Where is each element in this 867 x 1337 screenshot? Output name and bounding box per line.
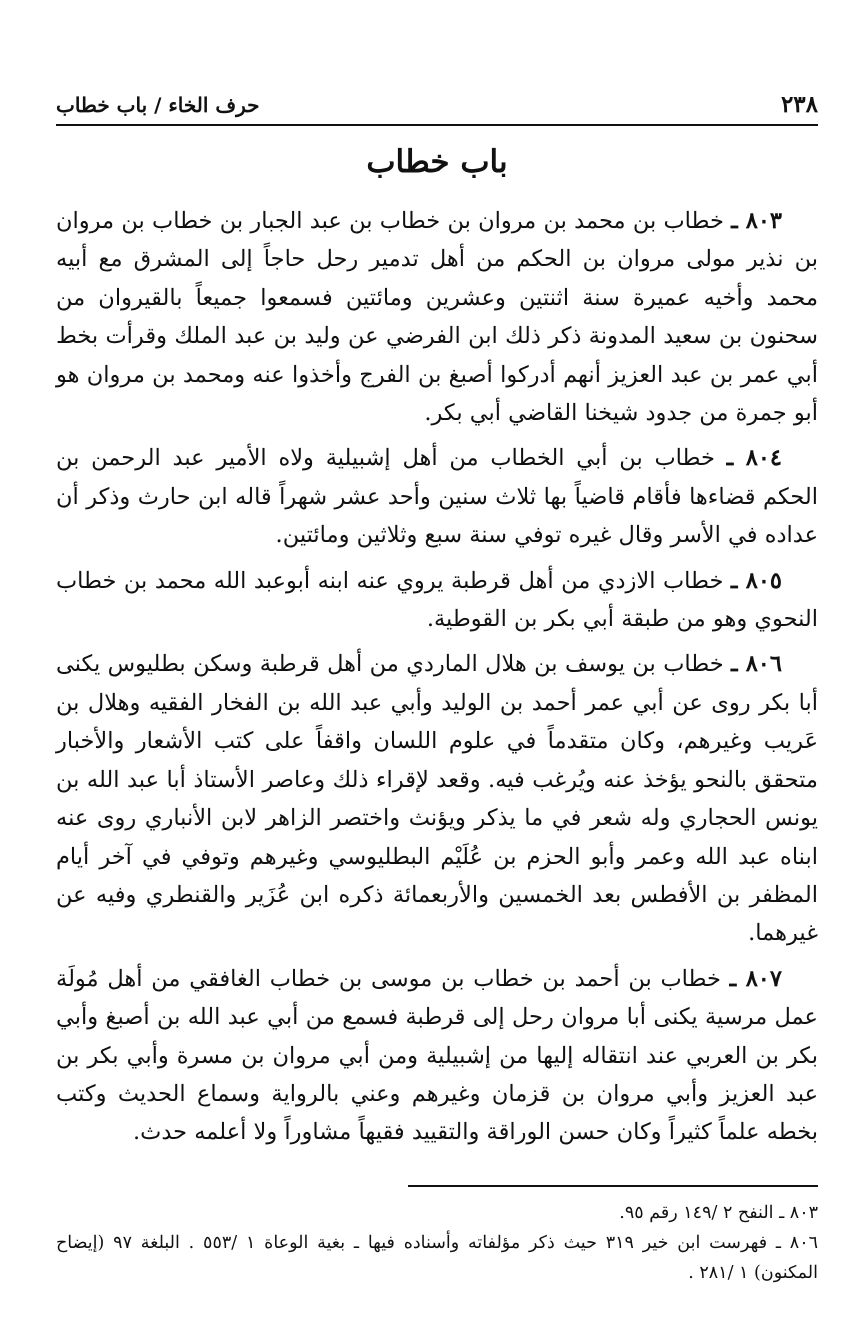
entry-number: ٨٠٦ ـ <box>731 651 782 678</box>
footnote-divider <box>408 1185 818 1187</box>
entry-807 <box>56 960 818 1152</box>
page-number: ٢٣٨ <box>780 91 818 118</box>
body-text <box>56 202 818 1159</box>
entry-number: ٨٠٤ ـ <box>726 445 782 472</box>
entry-text: خطاب بن أحمد بن خطاب بن موسى بن خطاب الغافقي من أهل مُولَة عمل مرسية يكنى أبا مروان رحل إلى قرطبة فسمع من أبي عبد الله بن أصبغ وأبي بكر بن العربي عند انتقاله إليها من إشبيلية ومن أبي مروان بن مسرة وأبي بكر بن عبد العزيز وأبي مروان بن قزمان وغيرهم وعني بالرواية وسماع الحديث وكتب بخطه علماً كثيراً وكان حسن الوراقة والتقييد فقيهاً مشاوراً ولا أعلمه حدث. <box>56 965 818 1146</box>
entry-text: خطاب بن أبي الخطاب من أهل إشبيلية ولاه الأمير عبد الرحمن بن الحكم قضاءها فأقام قاضياً بها ثلاث سنين وأحد عشر شهراً قاله ابن حارث وذكر أن عداده في الأسر وقال غيره توفي سنة سبع وثلاثين ومائتين. <box>56 445 818 549</box>
entry-804 <box>56 439 818 554</box>
footnote-806: ٨٠٦ ـ فهرست ابن خير ٣١٩ حيث ذكر مؤلفاته وأسناده فيها ـ بغية الوعاة ١ /٥٥٣ . البلغة ٩٧ (إيضاح المكنون) ١ /٢٨١ . <box>56 1233 818 1283</box>
chapter-title: باب خطاب <box>366 144 508 180</box>
entry-text: خطاب الازدي من أهل قرطبة يروي عنه ابنه أبوعبد الله محمد بن خطاب النحوي وهو من طبقة أبي بكر بن القوطية. <box>56 567 818 633</box>
entry-805 <box>56 562 818 639</box>
footnote-803: ٨٠٣ ـ النفح ٢ /١٤٩ رقم ٩٥. <box>619 1203 818 1223</box>
running-header <box>56 86 818 126</box>
entry-number: ٨٠٣ ـ <box>731 208 782 234</box>
footnotes <box>56 1198 818 1288</box>
entry-803 <box>56 202 818 432</box>
running-section-title: حرف الخاء / باب خطاب <box>56 93 260 117</box>
entry-806 <box>56 645 818 952</box>
entry-number: ٨٠٥ ـ <box>730 567 782 594</box>
entry-number: ٨٠٧ ـ <box>729 965 782 992</box>
entry-text: خطاب بن محمد بن مروان بن خطاب بن عبد الجبار بن خطاب بن مروان بن نذير مولى مروان بن الحكم من أهل تدمير رحل حاجاً إلى المشرق مع أبيه محمد وأخيه عميرة سنة اثنتين وعشرين ومائتين فسمعوا جميعاً بالقيروان من سحنون بن سعيد المدونة ذكر ذلك ابن الفرضي عن وليد بن عبد الملك وقرأت بخط أبي عمر بن عبد العزيز أنهم أدركوا أصبغ بن الفرج وأخذوا عنه ومحمد بن مروان هو أبو جمرة من جدود شيخنا القاضي أبي بكر. <box>56 208 818 427</box>
entry-text: خطاب بن يوسف بن هلال الماردي من أهل قرطبة وسكن بطليوس يكنى أبا بكر روى عن أبي عمر أحمد بن الوليد وأبي عبد الله بن الفخار الفقيه وهلال بن عَريب وغيرهم، وكان متقدماً في علوم اللسان واقفاً على كتب الأشعار والأخبار متحقق بالنحو يؤخذ عنه ويُرغب فيه. وقعد لإقراء ذلك وعاصر الأستاذ أبا عبد الله بن يونس الحجاري وله شعر في ما يذكر ويؤنث واختصر الزاهر لابن الأنباري روى عنه ابناه عبد الله وعمر وأبو الحزم بن عُلَيْم البطليوسي وغيرهم وتوفي في آخر أيام المظفر بن الأفطس بعد الخمسين والأربعمائة ذكره ابن عُزَير والقنطري وفيه عن غيرهما. <box>56 651 818 947</box>
